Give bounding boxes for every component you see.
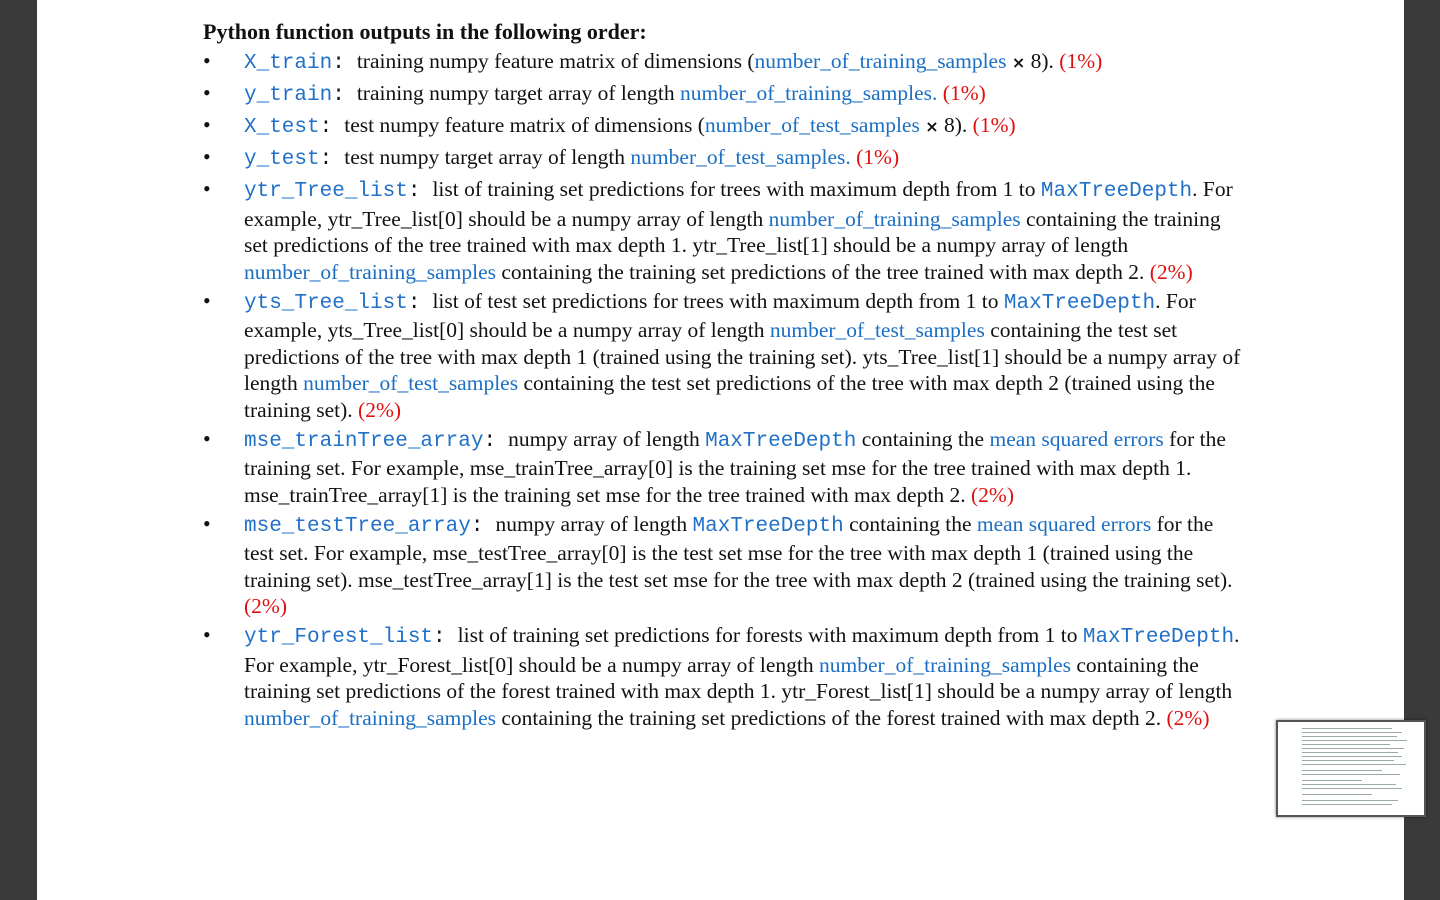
code-ref: MaxTreeDepth [1040, 180, 1193, 203]
term: number_of_test_samples [303, 371, 519, 395]
thumbnail-line [1302, 794, 1372, 795]
thumbnail-line [1302, 764, 1406, 765]
code-ref: MaxTreeDepth [1003, 291, 1156, 315]
list-item-ytr-tree-list: • ytr_Tree_list: list of training set predictions for trees with maximum depth from 1 to MaxTreeDepth. For example, ytr_Tree_list[0] should be a numpy array of length number_of_training_samples containing the training set predictions of the tree trained with max depth 1. ytr_Tree_list[1] should be a numpy array of length number_of_training_samples containing the training set predictions of the tree trained with max depth 2. (2%) [203, 176, 1233, 284]
percent-weight: (2%) [1166, 705, 1210, 730]
thumbnail-line [1302, 756, 1402, 757]
thumbnail-line [1302, 774, 1400, 775]
thumbnail-line [1302, 760, 1394, 761]
code-name: X_train [244, 52, 333, 75]
thumbnail-line [1302, 748, 1404, 749]
term: mean squared errors [976, 511, 1152, 536]
code-name: y_test [244, 148, 320, 171]
thumbnail-line [1302, 732, 1402, 733]
code-name: ytr_Forest_list [244, 626, 434, 649]
list-item-x-test: • X_test: test numpy feature matrix of dimensions (number_of_test_samples × 8). (1%) [203, 112, 1016, 139]
code-ref: MaxTreeDepth [705, 429, 857, 453]
percent-weight: (1%) [1059, 49, 1103, 73]
list-item-y-test: • y_test: test numpy target array of length number_of_test_samples. (1%) [203, 144, 900, 171]
document-content [203, 18, 1243, 734]
term: number_of_test_samples [769, 318, 985, 342]
list-item-mse-train-tree-array: • mse_trainTree_array: numpy array of length MaxTreeDepth containing the mean squared errors for the training set. For example, mse_trainTree_array[0] is the training set mse for the tree trained with max depth 1. mse_trainTree_array[1] is the training set mse for the tree trained with max depth 2. (2%) [203, 425, 1226, 507]
list-item-x-train: • X_train: training numpy feature matrix of dimensions (number_of_training_samples × 8). (1%) [203, 48, 1103, 75]
percent-weight: (2%) [1149, 259, 1193, 284]
thumbnail-line [1302, 736, 1397, 737]
term: number_of_training_samples [768, 206, 1021, 231]
code-ref: MaxTreeDepth [692, 514, 844, 538]
term: number_of_training_samples [244, 705, 496, 730]
times-symbol: × [925, 117, 939, 136]
thumbnail-line [1302, 752, 1398, 753]
code-ref: MaxTreeDepth [1082, 626, 1235, 649]
thumbnail-line [1302, 804, 1392, 805]
times-symbol: × [1011, 53, 1026, 72]
term: number_of_test_samples. [630, 145, 851, 169]
thumbnail-line [1302, 728, 1392, 729]
list-item-yts-tree-list: • yts_Tree_list: list of test set predictions for trees with maximum depth from 1 to MaxTreeDepth. For example, yts_Tree_list[0] should be a numpy array of length number_of_test_samples containing the test set predictions of the tree with max depth 1 (trained using the training set). yts_Tree_list[1] should be a numpy array of length number_of_test_samples containing the test set predictions of the tree with max depth 2 (trained using the training set). (2%) [203, 287, 1241, 422]
percent-weight: (1%) [972, 113, 1016, 137]
percent-weight: (1%) [856, 145, 900, 169]
list-item-y-train: • y_train: training numpy target array of length number_of_training_samples. (1%) [203, 80, 986, 107]
code-name: yts_Tree_list [244, 291, 408, 315]
list-item-mse-test-tree-array: • mse_testTree_array: numpy array of length MaxTreeDepth containing the mean squared errors for the test set. For example, mse_testTree_array[0] is the test set mse for the tree with max depth 1 (trained using the training set). mse_testTree_array[1] is the test set mse for the tree with max depth 2 (trained using the training set). (2%) [203, 510, 1233, 618]
left-gutter [0, 0, 37, 900]
thumbnail-line [1302, 800, 1398, 801]
output-list [203, 48, 1243, 731]
page-thumbnail[interactable] [1276, 720, 1426, 817]
code-name: X_test [244, 116, 320, 139]
percent-weight: (1%) [942, 81, 986, 105]
term: number_of_training_samples [754, 49, 1007, 73]
term: number_of_training_samples. [680, 81, 938, 105]
term: number_of_training_samples [244, 259, 496, 284]
percent-weight: (2%) [244, 594, 287, 618]
list-item-ytr-forest-list: • ytr_Forest_list: list of training set predictions for forests with maximum depth from 1 to MaxTreeDepth. For example, ytr_Forest_list[0] should be a numpy array of length number_of_training_samples containing the training set predictions of the forest trained with max depth 1. ytr_Forest_list[1] should be a numpy array of length number_of_training_samples containing the training set predictions of the forest trained with max depth 2. (2%) [203, 622, 1240, 730]
thumbnail-line [1302, 770, 1382, 771]
thumbnail-line [1302, 788, 1402, 789]
section-heading: Python function outputs in the following order: [203, 19, 647, 44]
code-name: ytr_Tree_list [244, 180, 408, 203]
code-name: mse_testTree_array [244, 514, 471, 538]
thumbnail-line [1302, 744, 1390, 745]
thumbnail-line [1302, 740, 1407, 741]
term: number_of_training_samples [819, 652, 1071, 677]
code-name: mse_trainTree_array [244, 429, 484, 453]
percent-weight: (2%) [971, 482, 1014, 507]
thumbnail-line [1302, 784, 1396, 785]
code-name: y_train [244, 84, 333, 107]
percent-weight: (2%) [358, 397, 402, 422]
term: mean squared errors [989, 426, 1164, 451]
thumbnail-line [1302, 780, 1362, 781]
term: number_of_test_samples [704, 113, 920, 137]
